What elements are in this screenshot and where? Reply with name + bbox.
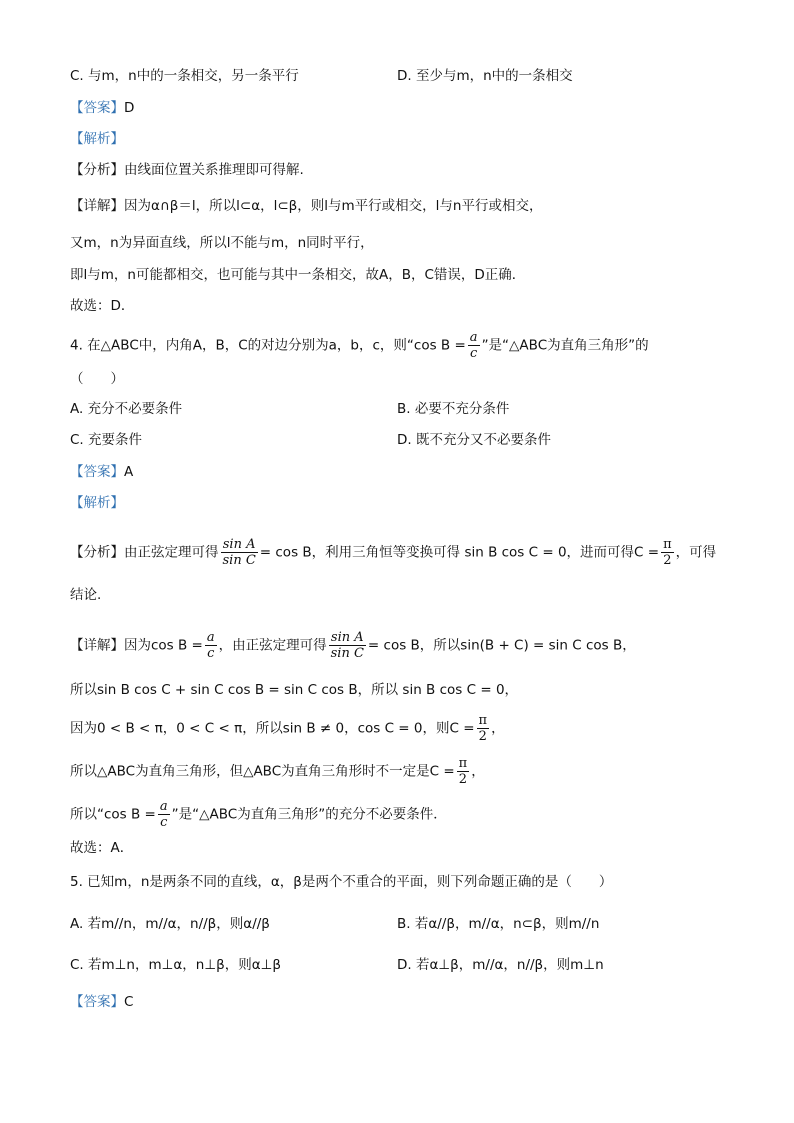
detail-text: 因为cos B = <box>124 637 203 654</box>
q4-detail-line-2: 所以sin B cos C + sin C cos B = sin C cos B，所以 sin B cos C = 0， <box>70 682 519 698</box>
numerator: a <box>206 630 215 645</box>
fraction-sinA-over-sinC <box>329 630 366 661</box>
answer-value: D <box>124 100 135 116</box>
numerator: a <box>159 799 168 814</box>
answer-tag: 【答案】 <box>70 100 124 116</box>
q5-option-c: C. 若m⊥n，m⊥α，n⊥β，则α⊥β <box>70 957 281 973</box>
q4-jiexi-tag: 【解析】 <box>70 495 124 511</box>
numerator: π <box>458 756 468 771</box>
fenxi-tag: 【分析】 <box>70 544 124 561</box>
q5-stem: 5. 已知m，n是两条不同的直线，α，β是两个不重合的平面，则下列命题正确的是（ ） <box>70 874 613 890</box>
denominator: 2 <box>478 729 487 744</box>
q4-option-b: B. 必要不充分条件 <box>397 401 510 417</box>
detail-text: ， <box>471 763 485 780</box>
q4-stem <box>70 330 649 361</box>
q3-jiexi-tag: 【解析】 <box>70 131 124 147</box>
q4-choice: 故选：A． <box>70 840 134 856</box>
answer-value: A <box>124 464 134 480</box>
q5-option-a: A. 若m//n，m//α，n//β，则α//β <box>70 916 270 932</box>
detail-text: 因为0 < B < π，0 < C < π，所以sin B ≠ 0，cos C = 0，则C = <box>70 720 475 737</box>
q5-option-b: B. 若α//β，m//α，n⊂β，则m//n <box>397 916 600 932</box>
detail-text: = cos B，所以sin(B + C) = sin C cos B， <box>367 637 636 654</box>
answer-value: C <box>124 994 134 1010</box>
q4-paren: （ ） <box>70 371 124 387</box>
answer-tag: 【答案】 <box>70 994 124 1010</box>
q4-option-c: C. 充要条件 <box>70 432 143 448</box>
q5-answer <box>70 992 133 1012</box>
fenxi-tag: 【分析】 <box>70 162 124 178</box>
numerator: a <box>469 330 478 345</box>
q4-detail-line-5 <box>70 799 447 830</box>
numerator: π <box>663 537 672 552</box>
fraction-a-over-c <box>158 799 170 830</box>
denominator: 2 <box>458 772 468 787</box>
detail-text: ， <box>491 720 505 737</box>
q3-detail-line-1 <box>70 196 543 216</box>
q3-fenxi <box>70 160 304 180</box>
denominator: sin C <box>222 553 256 568</box>
fenxi-text: 由正弦定理可得 <box>124 544 219 561</box>
denominator: c <box>160 815 168 830</box>
fenxi-text: 由线面位置关系推理即可得解. <box>124 162 304 178</box>
detail-text: ”是“△ABC为直角三角形”的充分不必要条件． <box>171 806 447 823</box>
q4-detail-line-3 <box>70 713 505 744</box>
fenxi-text: ，可得 <box>675 544 717 561</box>
q3-option-c: C. 与m，n中的一条相交，另一条平行 <box>70 68 299 84</box>
q4-fenxi-cont: 结论. <box>70 587 102 603</box>
q4-fenxi <box>70 537 716 568</box>
fraction-pi-over-2 <box>457 756 470 787</box>
q3-answer <box>70 98 134 118</box>
xiangjie-tag: 【详解】 <box>70 637 124 654</box>
numerator: sin A <box>221 537 258 553</box>
fraction-pi-over-2 <box>661 537 674 568</box>
fraction-sinA-over-sinC <box>221 537 258 568</box>
q5-option-d: D. 若α⊥β，m//α，n//β，则m⊥n <box>397 957 604 973</box>
q3-detail-line-3: 即l与m，n可能都相交，也可能与其中一条相交，故A，B，C错误，D正确． <box>70 267 526 283</box>
q4-option-a: A. 充分不必要条件 <box>70 401 183 417</box>
denominator: c <box>207 646 215 661</box>
q4-detail-line-1 <box>70 630 636 661</box>
denominator: sin C <box>330 646 364 661</box>
detail-text: 因为α∩β＝l，所以l⊂α，l⊂β，则l与m平行或相交，l与n平行或相交， <box>124 198 543 214</box>
q4-option-d: D. 既不充分又不必要条件 <box>397 432 551 448</box>
stem-text: 4. 在△ABC中，内角A，B，C的对边分别为a，b，c，则“cos B = <box>70 337 466 354</box>
numerator: sin A <box>329 630 366 646</box>
stem-text: ”是“△ABC为直角三角形”的 <box>481 337 649 354</box>
fraction-pi-over-2 <box>477 713 490 744</box>
answer-tag: 【答案】 <box>70 464 124 480</box>
q4-answer <box>70 462 133 482</box>
fraction-a-over-c <box>205 630 217 661</box>
q3-choice: 故选：D． <box>70 298 135 314</box>
detail-text: ，由正弦定理可得 <box>218 637 327 654</box>
q3-detail-line-2: 又m，n为异面直线，所以l不能与m，n同时平行， <box>70 235 374 251</box>
q4-detail-line-4 <box>70 756 485 787</box>
fenxi-text: = cos B，利用三角恒等变换可得 sin B cos C = 0，进而可得C = <box>259 544 660 561</box>
numerator: π <box>478 713 488 728</box>
fraction-a-over-c <box>468 330 480 361</box>
detail-text: 所以“cos B = <box>70 806 156 823</box>
denominator: c <box>470 346 478 361</box>
detail-text: 所以△ABC为直角三角形，但△ABC为直角三角形时不一定是C = <box>70 763 455 780</box>
xiangjie-tag: 【详解】 <box>70 198 124 214</box>
denominator: 2 <box>663 553 672 568</box>
q3-option-d: D. 至少与m，n中的一条相交 <box>397 68 573 84</box>
